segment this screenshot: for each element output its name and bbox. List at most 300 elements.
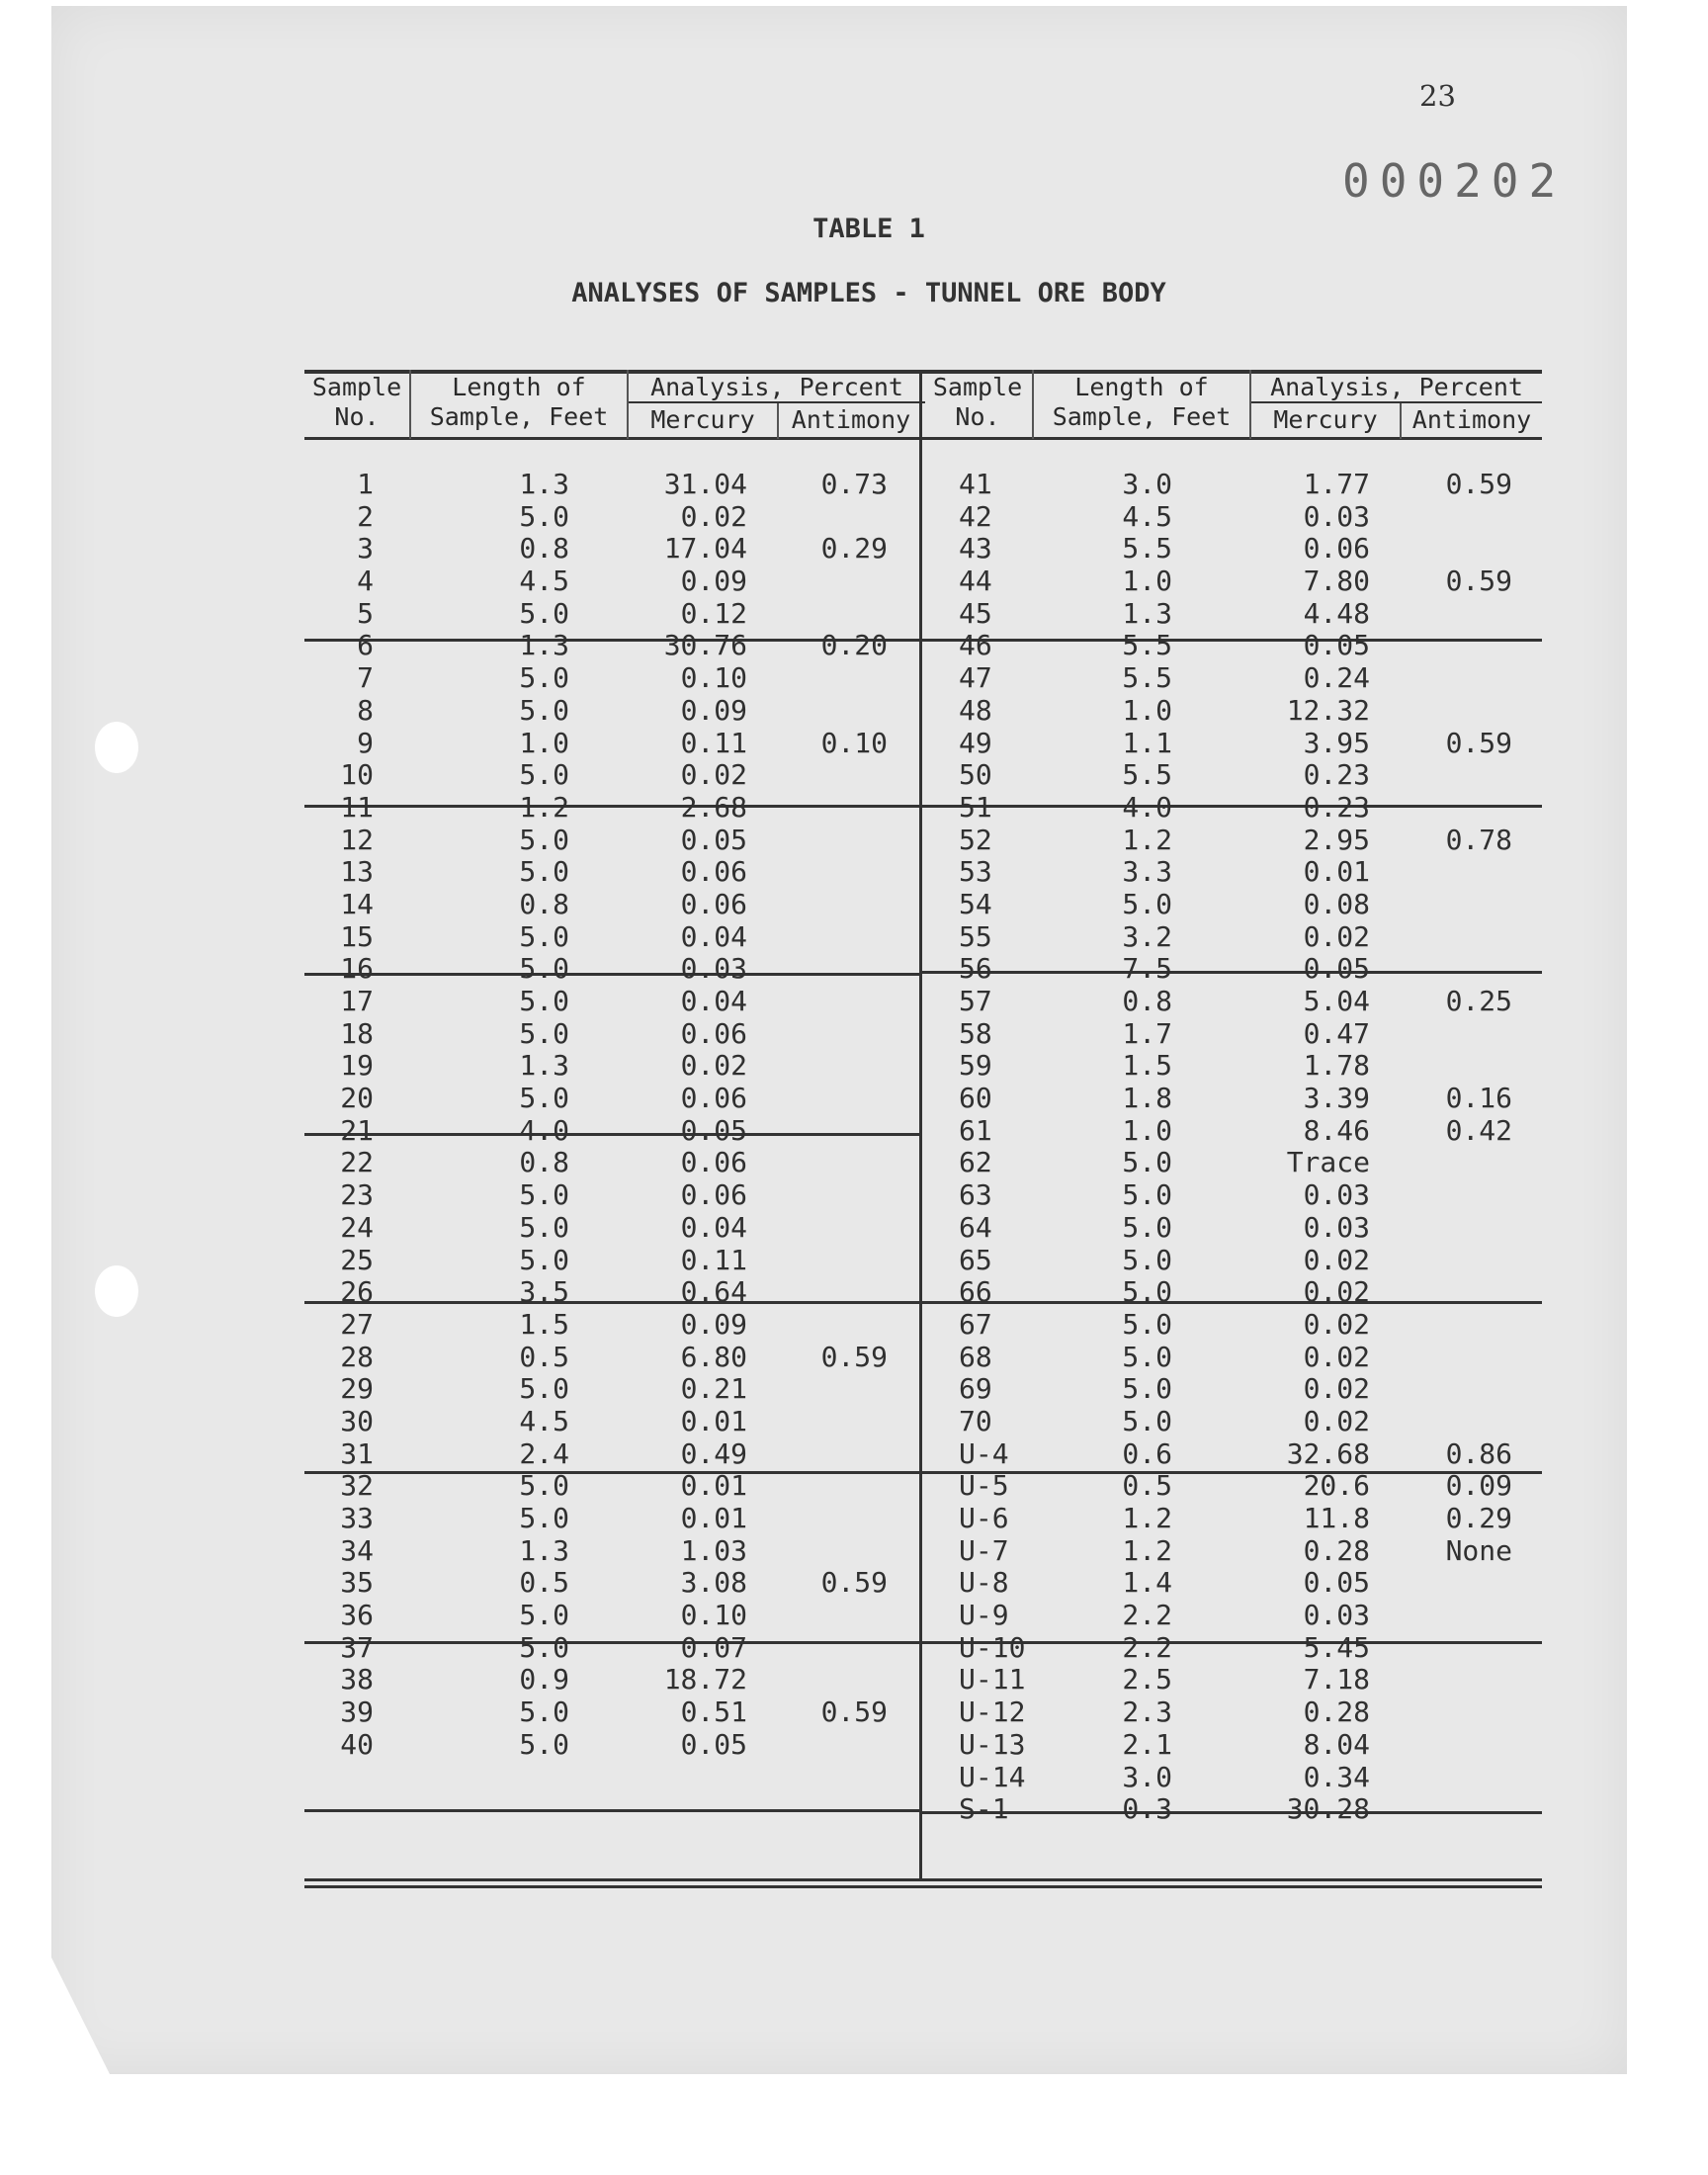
table-cell-hg: 0.28	[1303, 1533, 1370, 1567]
table-cell-sb	[779, 1503, 888, 1535]
table-cell-hg: 5.45	[1303, 1630, 1370, 1664]
table-cell-len: 5.0	[519, 596, 569, 630]
table-cell-len: 1.3	[519, 1533, 569, 1567]
table-cell-no: U-10	[959, 1630, 1026, 1664]
table-cell-hg: 4.48	[1303, 596, 1370, 630]
table-cell-hg: 0.09	[680, 693, 747, 727]
table-cell-no: 28	[340, 1340, 374, 1373]
table-cell-len: 5.0	[1122, 1243, 1172, 1276]
table-cell-sb	[779, 1245, 888, 1277]
center-divider	[919, 374, 922, 1878]
table-cell-hg: 0.01	[1303, 855, 1370, 889]
table-cell-hg: 0.02	[1303, 1307, 1370, 1341]
table-cell-sb: 0.25	[1445, 985, 1512, 1017]
left-col-length	[411, 469, 569, 1762]
table-cell-len: 2.2	[1122, 1630, 1172, 1664]
table-cell-no: 44	[959, 565, 992, 598]
table-cell-no: 5	[357, 596, 374, 630]
table-cell-no: 19	[340, 1049, 374, 1083]
table-cell-len: 0.6	[1122, 1436, 1172, 1470]
table-cell-sb	[779, 1664, 888, 1696]
table-cell-no: 30	[340, 1404, 374, 1437]
table-cell-sb: 0.73	[820, 468, 888, 500]
table-cell-len: 5.0	[519, 823, 569, 856]
table-cell-sb	[779, 953, 888, 986]
table-cell-hg: 18.72	[663, 1663, 747, 1696]
table-cell-sb	[779, 1179, 888, 1212]
table-cell-hg: 0.11	[680, 726, 747, 759]
table-cell-no: 34	[340, 1533, 374, 1567]
table-cell-no: 22	[340, 1146, 374, 1179]
table-cell-sb	[779, 921, 888, 954]
table-cell-hg: 0.09	[680, 565, 747, 598]
table-cell-hg: 0.05	[1303, 952, 1370, 986]
table-cell-sb	[779, 1115, 888, 1148]
table-cell-sb: 0.59	[1445, 565, 1512, 598]
table-cell-no: 27	[340, 1307, 374, 1341]
table-cell-no: 62	[959, 1146, 992, 1179]
table-cell-sb: 0.78	[1445, 823, 1512, 856]
table-cell-hg: 17.04	[663, 532, 747, 566]
table-cell-no: U-8	[959, 1566, 1009, 1600]
table-cell-no: 2	[357, 499, 374, 533]
table-cell-len: 1.0	[1122, 565, 1172, 598]
table-cell-no: 48	[959, 693, 992, 727]
table-cell-hg: 1.03	[680, 1533, 747, 1567]
table-cell-hg: 0.03	[1303, 1210, 1370, 1244]
table-cell-hg: 0.11	[680, 1243, 747, 1276]
table-cell-sb	[1402, 1762, 1512, 1794]
table-cell-hg: 0.10	[680, 1599, 747, 1632]
table-cell-sb	[779, 856, 888, 889]
table-cell-sb	[779, 1373, 888, 1406]
table-cell-hg: 11.8	[1303, 1502, 1370, 1534]
table-cell-sb	[779, 1406, 888, 1438]
table-cell-len: 5.0	[519, 1082, 569, 1115]
table-cell-sb	[1402, 1729, 1512, 1762]
table-cell-sb	[1402, 1342, 1512, 1374]
header-length: Length of Sample, Feet	[1052, 373, 1232, 431]
table-cell-no: 46	[959, 629, 992, 662]
table-cell-len: 1.2	[1122, 1502, 1172, 1534]
table-cell-no: 1	[357, 468, 374, 500]
table-cell-no: 40	[340, 1727, 374, 1761]
table-cell-len: 3.2	[1122, 919, 1172, 953]
table-cell-len: 5.0	[1122, 887, 1172, 920]
table-cell-len: 1.3	[519, 468, 569, 500]
table-cell-sb: 0.10	[820, 726, 888, 759]
table-cell-sb	[779, 986, 888, 1018]
table-cell-no: 60	[959, 1082, 992, 1115]
table-cell-no: 63	[959, 1178, 992, 1212]
table-cell-sb	[779, 1212, 888, 1245]
header-mercury: Mercury	[1273, 405, 1378, 434]
table-cell-sb	[1402, 695, 1512, 728]
table-cell-sb	[779, 566, 888, 598]
table-cell-sb	[1402, 662, 1512, 695]
table-cell-no: 12	[340, 823, 374, 856]
table-cell-len: 5.0	[519, 661, 569, 695]
table-cell-no: 14	[340, 887, 374, 920]
table-cell-hg: 7.80	[1303, 565, 1370, 598]
table-cell-no: 16	[340, 952, 374, 986]
table-cell-no: 11	[340, 790, 374, 824]
table-cell-hg: 0.02	[680, 758, 747, 792]
table-cell-sb	[1402, 792, 1512, 825]
table-cell-no: 23	[340, 1178, 374, 1212]
table-cell-hg: 0.06	[680, 1146, 747, 1179]
binder-hole	[95, 1265, 138, 1317]
table-cell-len: 5.0	[519, 1599, 569, 1632]
table-cell-len: 2.2	[1122, 1599, 1172, 1632]
table-cell-sb	[779, 759, 888, 792]
table-cell-no: 18	[340, 1016, 374, 1050]
table-cell-len: 5.0	[519, 1210, 569, 1244]
table-cell-no: 13	[340, 855, 374, 889]
table-cell-no: U-14	[959, 1760, 1026, 1793]
table-cell-len: 5.0	[519, 1727, 569, 1761]
table-cell-no: 54	[959, 887, 992, 920]
table-cell-hg: 3.08	[680, 1566, 747, 1600]
table-cell-no: U-11	[959, 1663, 1026, 1696]
table-cell-len: 5.0	[519, 499, 569, 533]
table-cell-hg: 30.28	[1286, 1792, 1370, 1826]
table-cell-hg: 0.08	[1303, 887, 1370, 920]
document-stamp: 000202	[1342, 154, 1567, 208]
table-cell-sb	[779, 1083, 888, 1115]
table-cell-hg: 0.06	[680, 1016, 747, 1050]
table-cell-no: 49	[959, 726, 992, 759]
table-cell-len: 3.3	[1122, 855, 1172, 889]
table-cell-hg: 7.18	[1303, 1663, 1370, 1696]
table-cell-hg: 5.04	[1303, 985, 1370, 1017]
table-cell-sb	[779, 598, 888, 631]
table-cell-len: 2.4	[519, 1436, 569, 1470]
table-cell-hg: 0.02	[1303, 1372, 1370, 1406]
right-col-mercury	[1251, 469, 1370, 1826]
table-cell-len: 4.5	[519, 565, 569, 598]
table-cell-no: 41	[959, 468, 992, 500]
table-cell-len: 1.1	[1122, 726, 1172, 759]
table-cell-no: 20	[340, 1082, 374, 1115]
table-cell-no: 61	[959, 1113, 992, 1147]
table-cell-sb	[779, 1050, 888, 1083]
table-cell-hg: 0.04	[680, 919, 747, 953]
table-cell-no: 58	[959, 1016, 992, 1050]
table-cell-len: 0.8	[519, 532, 569, 566]
table-cell-len: 5.0	[1122, 1178, 1172, 1212]
table-cell-sb: 0.29	[1445, 1502, 1512, 1534]
table-cell-sb: 0.59	[820, 1696, 888, 1729]
table-cell-sb	[1402, 1696, 1512, 1729]
header-mercury: Mercury	[650, 405, 755, 434]
table-cell-len: 5.0	[1122, 1307, 1172, 1341]
table-cell-len: 5.5	[1122, 629, 1172, 662]
table-cell-hg: 31.04	[663, 468, 747, 500]
folded-corner	[51, 1958, 111, 2076]
table-cell-no: 37	[340, 1630, 374, 1664]
table-cell-no: U-6	[959, 1502, 1009, 1534]
table-cell-no: 17	[340, 985, 374, 1017]
table-cell-len: 5.0	[1122, 1146, 1172, 1179]
table-cell-hg: 3.39	[1303, 1082, 1370, 1115]
table-cell-no: 3	[357, 532, 374, 566]
table-cell-len: 5.0	[519, 1178, 569, 1212]
table-cell-len: 5.0	[519, 952, 569, 986]
table-cell-hg: 0.06	[680, 1082, 747, 1115]
header-length: Length of Sample, Feet	[429, 373, 609, 431]
table-cell-sb	[1402, 1245, 1512, 1277]
table-cell-sb	[779, 1438, 888, 1471]
table-cell-sb	[779, 1309, 888, 1342]
table-cell-len: 1.0	[519, 726, 569, 759]
table-cell-sb: None	[1445, 1533, 1512, 1567]
table-cell-len: 4.5	[519, 1404, 569, 1437]
table-cell-no: U-7	[959, 1533, 1009, 1567]
table-cell-hg: 6.80	[680, 1340, 747, 1373]
table-cell-sb	[779, 1147, 888, 1179]
table-cell-len: 1.0	[1122, 1113, 1172, 1147]
table-cell-no: 67	[959, 1307, 992, 1341]
table-cell-hg: 0.02	[680, 1049, 747, 1083]
table-cell-no: 52	[959, 823, 992, 856]
table-cell-no: U-4	[959, 1436, 1009, 1470]
table-cell-len: 5.0	[519, 1696, 569, 1729]
table-cell-no: 32	[340, 1469, 374, 1503]
table-cell-len: 5.0	[519, 693, 569, 727]
table-cell-len: 5.5	[1122, 758, 1172, 792]
table-cell-len: 2.3	[1122, 1696, 1172, 1729]
table-cell-no: 4	[357, 565, 374, 598]
table-cell-no: 59	[959, 1049, 992, 1083]
bottom-rule	[304, 1878, 1542, 1881]
table-cell-hg: 8.04	[1303, 1727, 1370, 1761]
table-cell-no: U-12	[959, 1696, 1026, 1729]
table-cell-hg: 2.68	[680, 790, 747, 824]
table-cell-no: 9	[357, 726, 374, 759]
table-cell-len: 5.0	[519, 758, 569, 792]
table-cell-no: 42	[959, 499, 992, 533]
right-col-length	[1034, 469, 1172, 1826]
table-cell-len: 1.5	[519, 1307, 569, 1341]
table-cell-len: 0.3	[1122, 1792, 1172, 1826]
header-antimony: Antimony	[791, 405, 911, 434]
table-cell-hg: 0.01	[680, 1502, 747, 1534]
table-cell-sb	[779, 1632, 888, 1665]
table-cell-no: 35	[340, 1566, 374, 1600]
table-cell-sb	[1402, 889, 1512, 921]
table-cell-sb	[1402, 1050, 1512, 1083]
table-cell-sb	[779, 889, 888, 921]
table-cell-len: 2.1	[1122, 1727, 1172, 1761]
table-cell-len: 4.0	[1122, 790, 1172, 824]
table-cell-no: 43	[959, 532, 992, 566]
analyses-table	[304, 370, 1542, 1890]
table-cell-no: 36	[340, 1599, 374, 1632]
table-cell-hg: 0.23	[1303, 790, 1370, 824]
table-cell-len: 1.0	[1122, 693, 1172, 727]
header-analysis: Analysis, Percent	[650, 373, 903, 401]
table-cell-sb: 0.86	[1445, 1436, 1512, 1470]
table-cell-sb	[1402, 1147, 1512, 1179]
table-cell-hg: 0.03	[1303, 1178, 1370, 1212]
table-cell-sb	[1402, 598, 1512, 631]
table-cell-no: 47	[959, 661, 992, 695]
table-cell-sb	[1402, 1179, 1512, 1212]
table-cell-no: 57	[959, 985, 992, 1017]
table-cell-hg: 0.06	[680, 887, 747, 920]
binder-hole	[95, 722, 138, 773]
table-cell-no: U-9	[959, 1599, 1009, 1632]
bottom-rule	[304, 1885, 1542, 1888]
table-cell-sb	[1402, 1567, 1512, 1600]
table-cell-len: 5.0	[1122, 1340, 1172, 1373]
table-cell-no: 69	[959, 1372, 992, 1406]
table-cell-no: 10	[340, 758, 374, 792]
table-cell-sb	[779, 1018, 888, 1051]
table-cell-no: 64	[959, 1210, 992, 1244]
table-cell-len: 0.8	[1122, 985, 1172, 1017]
table-cell-len: 5.0	[1122, 1210, 1172, 1244]
table-cell-sb	[1402, 630, 1512, 662]
table-cell-sb	[1402, 759, 1512, 792]
table-cell-hg: 3.95	[1303, 726, 1370, 759]
table-cell-no: 45	[959, 596, 992, 630]
table-cell-len: 0.5	[519, 1340, 569, 1373]
table-cell-sb	[779, 1729, 888, 1762]
table-cell-no: 7	[357, 661, 374, 695]
table-cell-no: 53	[959, 855, 992, 889]
table-cell-hg: 0.07	[680, 1630, 747, 1664]
table-cell-hg: 0.23	[1303, 758, 1370, 792]
table-cell-hg: 0.34	[1303, 1760, 1370, 1793]
table-cell-no: 66	[959, 1275, 992, 1309]
table-cell-no: S-1	[959, 1792, 1009, 1826]
table-cell-len: 5.0	[1122, 1275, 1172, 1309]
table-cell-sb	[779, 695, 888, 728]
table-cell-sb	[1402, 1373, 1512, 1406]
left-col-mercury	[629, 469, 747, 1762]
table-cell-hg: Trace	[1286, 1146, 1370, 1179]
table-cell-sb: 0.59	[820, 1566, 888, 1600]
table-cell-hg: 1.78	[1303, 1049, 1370, 1083]
table-cell-len: 5.0	[519, 1469, 569, 1503]
table-cell-sb: 0.59	[820, 1340, 888, 1373]
table-cell-hg: 32.68	[1286, 1436, 1370, 1470]
table-cell-len: 5.5	[1122, 532, 1172, 566]
table-cell-hg: 0.02	[1303, 1243, 1370, 1276]
table-cell-no: 26	[340, 1275, 374, 1309]
table-cell-hg: 0.21	[680, 1372, 747, 1406]
table-cell-len: 0.5	[1122, 1469, 1172, 1503]
table-cell-len: 3.0	[1122, 468, 1172, 500]
right-col-antimony	[1402, 469, 1512, 1826]
table-cell-hg: 0.49	[680, 1436, 747, 1470]
table-cell-len: 1.2	[1122, 823, 1172, 856]
table-cell-len: 0.5	[519, 1566, 569, 1600]
table-cell-hg: 0.06	[680, 855, 747, 889]
table-cell-sb: 0.59	[1445, 468, 1512, 500]
table-cell-sb	[1402, 533, 1512, 566]
table-cell-hg: 8.46	[1303, 1113, 1370, 1147]
table-cell-len: 5.0	[519, 855, 569, 889]
table-cell-hg: 0.09	[680, 1307, 747, 1341]
header-sample-no: Sample No.	[932, 373, 1023, 431]
table-cell-sb: 0.42	[1445, 1113, 1512, 1147]
table-subtitle: ANALYSES OF SAMPLES - TUNNEL ORE BODY	[571, 278, 1166, 308]
table-cell-no: 24	[340, 1210, 374, 1244]
group-rule	[304, 1809, 919, 1812]
table-cell-hg: 0.05	[1303, 1566, 1370, 1600]
table-cell-hg: 0.05	[680, 1113, 747, 1147]
table-cell-sb	[1402, 1793, 1512, 1826]
page-number: 23	[1419, 79, 1456, 113]
table-cell-no: 25	[340, 1243, 374, 1276]
table-cell-hg: 0.02	[1303, 1275, 1370, 1309]
table-cell-len: 0.9	[519, 1663, 569, 1696]
table-cell-len: 5.0	[1122, 1404, 1172, 1437]
table-cell-len: 5.0	[519, 1243, 569, 1276]
table-cell-no: 65	[959, 1243, 992, 1276]
table-cell-sb: 0.16	[1445, 1082, 1512, 1115]
table-cell-hg: 0.05	[680, 823, 747, 856]
table-cell-sb	[779, 1600, 888, 1632]
table-cell-no: U-5	[959, 1469, 1009, 1503]
table-cell-no: 51	[959, 790, 992, 824]
table-cell-sb: 0.59	[1445, 726, 1512, 759]
table-cell-hg: 0.47	[1303, 1016, 1370, 1050]
header-analysis: Analysis, Percent	[1270, 373, 1523, 401]
table-cell-sb: 0.29	[820, 532, 888, 566]
table-cell-len: 4.0	[519, 1113, 569, 1147]
table-cell-sb	[1402, 1309, 1512, 1342]
table-cell-sb	[1402, 1600, 1512, 1632]
table-cell-len: 1.2	[1122, 1533, 1172, 1567]
table-cell-hg: 0.02	[1303, 919, 1370, 953]
table-cell-hg: 0.01	[680, 1469, 747, 1503]
table-cell-hg: 0.12	[680, 596, 747, 630]
table-cell-no: 29	[340, 1372, 374, 1406]
table-cell-len: 1.5	[1122, 1049, 1172, 1083]
table-cell-no: 39	[340, 1696, 374, 1729]
right-col-sample-no	[959, 469, 1038, 1826]
table-cell-len: 1.8	[1122, 1082, 1172, 1115]
table-cell-no: 50	[959, 758, 992, 792]
table-cell-len: 1.3	[519, 1049, 569, 1083]
table-cell-hg: 0.05	[680, 1727, 747, 1761]
table-cell-sb	[1402, 1276, 1512, 1309]
table-cell-len: 4.5	[1122, 499, 1172, 533]
table-cell-sb	[1402, 1632, 1512, 1665]
table-cell-hg: 0.05	[1303, 629, 1370, 662]
table-cell-len: 1.3	[519, 629, 569, 662]
table-cell-len: 5.0	[519, 919, 569, 953]
table-cell-hg: 0.02	[680, 499, 747, 533]
header-sample-no: Sample No.	[311, 373, 402, 431]
table-cell-len: 5.0	[519, 1372, 569, 1406]
table-cell-sb	[1402, 921, 1512, 954]
header-antimony: Antimony	[1411, 405, 1532, 434]
table-cell-sb	[1402, 1018, 1512, 1051]
table-cell-no: 38	[340, 1663, 374, 1696]
table-cell-len: 5.0	[519, 985, 569, 1017]
table-cell-sb	[779, 1535, 888, 1568]
table-cell-no: 70	[959, 1404, 992, 1437]
left-col-antimony	[779, 469, 888, 1762]
table-cell-hg: 0.02	[1303, 1340, 1370, 1373]
table-cell-hg: 0.04	[680, 1210, 747, 1244]
table-cell-no: U-13	[959, 1727, 1026, 1761]
